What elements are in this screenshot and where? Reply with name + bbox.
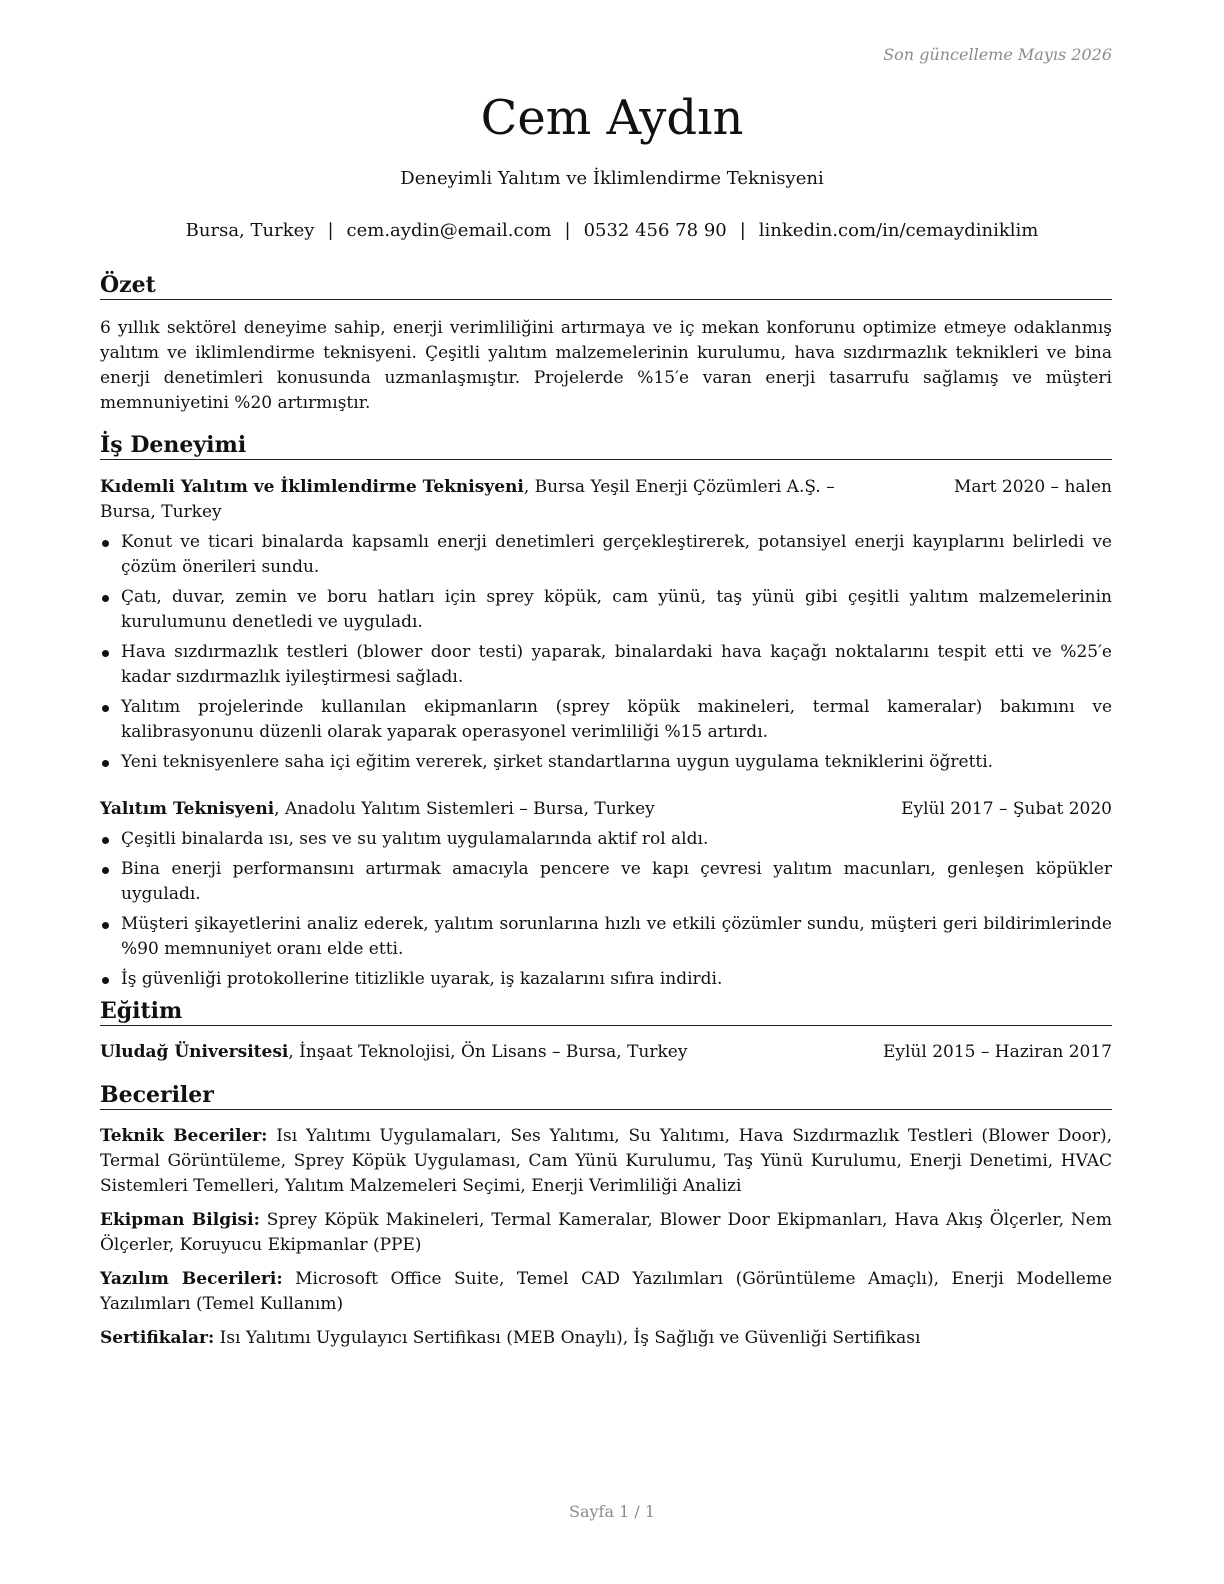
- section-heading-experience: İş Deneyimi: [100, 431, 1112, 460]
- bullet-text: İş güvenliği protokollerine titizlikle uyarak, iş kazalarını sıfıra indirdi.: [121, 969, 723, 989]
- bullet-text: Çatı, duvar, zemin ve boru hatları için sprey köpük, cam yünü, taş yünü gibi çeşitli yalıtım malzemelerinin kurulumunu denetledi ve uyguladı.: [121, 587, 1112, 632]
- contact-linkedin[interactable]: linkedin.com/in/cemaydiniklim: [758, 220, 1039, 241]
- job-bullet: [100, 695, 1112, 745]
- summary-section: [100, 271, 1112, 416]
- contact-location: Bursa, Turkey: [185, 220, 315, 241]
- education-entry: [100, 1040, 1112, 1065]
- bullet-text: Hava sızdırmazlık testleri (blower door testi) yaparak, binalardaki hava kaçağı noktalarını tespit etti ve %25′e kadar sızdırmazlık iyileştirmesi sağladı.: [121, 642, 1112, 687]
- bullet-icon: [102, 540, 109, 547]
- job-header: [100, 797, 1112, 822]
- education-school: Uludağ Üniversitesi: [100, 1042, 289, 1062]
- bullet-text: Yeni teknisyenlere saha içi eğitim vererek, şirket standartlarına uygun uygulama tekniklerini öğretti.: [121, 752, 994, 772]
- contact-separator: |: [564, 220, 571, 241]
- job-date: Eylül 2017 – Şubat 2020: [901, 799, 1112, 819]
- bullet-text: Müşteri şikayetlerini analiz ederek, yalıtım sorunlarına hızlı ve etkili çözümler sundu, müşteri geri bildirimlerinde %90 memnuniyet oranı elde etti.: [121, 914, 1112, 959]
- page-number: Sayfa 1 / 1: [568, 1502, 655, 1521]
- skill-group: [100, 1124, 1112, 1199]
- job-entry: [100, 475, 1112, 775]
- contact-separator: |: [327, 220, 334, 241]
- bullet-text: Bina enerji performansını artırmak amacıyla pencere ve kapı çevresi yalıtım macunları, genleşen köpükler uyguladı.: [121, 859, 1112, 904]
- skill-group: [100, 1208, 1112, 1258]
- last-updated-note: Son güncelleme Mayıs 2026: [883, 45, 1112, 64]
- education-details: , İnşaat Teknolojisi, Ön Lisans – Bursa, Turkey: [288, 1042, 688, 1062]
- experience-section: [100, 431, 1112, 992]
- job-role: Yalıtım Teknisyeni: [100, 799, 275, 819]
- skill-group-text: Sprey Köpük Makineleri, Termal Kameralar, Blower Door Ekipmanları, Hava Akış Ölçerler, Nem Ölçerler, Koruyucu Ekipmanlar (PPE): [100, 1210, 1112, 1255]
- job-bullets: [100, 827, 1112, 992]
- job-bullet: [100, 530, 1112, 580]
- education-section: [100, 997, 1112, 1065]
- skill-group-label: Teknik Beceriler:: [100, 1126, 268, 1146]
- bullet-icon: [102, 867, 109, 874]
- section-heading-skills: Beceriler: [100, 1081, 1112, 1110]
- job-bullet: [100, 967, 1112, 992]
- skill-group-text: Isı Yalıtımı Uygulamaları, Ses Yalıtımı, Su Yalıtımı, Hava Sızdırmazlık Testleri (Blower Door), Termal Görüntüleme, Sprey Köpük Uygulaması, Cam Yünü Kurulumu, Taş Yünü Kurulumu, Enerji Denetimi, HVAC Sistemleri Temelleri, Yalıtım Malzemeleri Seçimi, Enerji Verimliliği Analizi: [100, 1126, 1112, 1196]
- section-heading-summary: Özet: [100, 271, 1112, 300]
- bullet-icon: [102, 760, 109, 767]
- bullet-icon: [102, 595, 109, 602]
- job-bullet: [100, 857, 1112, 907]
- section-heading-education: Eğitim: [100, 997, 1112, 1026]
- job-bullet: [100, 640, 1112, 690]
- summary-text: 6 yıllık sektörel deneyime sahip, enerji verimliliğini artırmaya ve iç mekan konforunu optimize etmeye odaklanmış yalıtım ve iklimlendirme teknisyeni. Çeşitli yalıtım malzemelerinin kurulumu, hava sızdırmazlık teknikleri ve bina enerji denetimleri konusunda uzmanlaşmıştır. Projelerde %15′e varan enerji tasarrufu sağlamış ve müşteri memnuniyetini %20 artırmıştır.: [100, 318, 1112, 413]
- skill-group: [100, 1326, 1112, 1351]
- job-bullet: [100, 827, 1112, 852]
- job-bullet: [100, 912, 1112, 962]
- job-bullet: [100, 585, 1112, 635]
- job-header: [100, 475, 1112, 525]
- candidate-title: Deneyimli Yalıtım ve İklimlendirme Teknisyeni: [400, 168, 824, 189]
- bullet-icon: [102, 922, 109, 929]
- contact-email[interactable]: cem.aydin@email.com: [346, 220, 552, 241]
- skill-group-label: Ekipman Bilgisi:: [100, 1210, 260, 1230]
- bullet-text: Yalıtım projelerinde kullanılan ekipmanların (sprey köpük makineleri, termal kameralar) bakımını ve kalibrasyonunu düzenli olarak yaparak operasyonel verimliliği %15 artırdı.: [121, 697, 1112, 742]
- education-date: Eylül 2015 – Haziran 2017: [882, 1042, 1112, 1062]
- job-role: Kıdemli Yalıtım ve İklimlendirme Teknisyeni: [100, 477, 524, 497]
- bullet-icon: [102, 705, 109, 712]
- contact-line: [0, 219, 1224, 243]
- job-date: Mart 2020 – halen: [953, 477, 1112, 497]
- skill-group-label: Sertifikalar:: [100, 1328, 215, 1348]
- job-bullets: [100, 530, 1112, 775]
- skill-group-text: Microsoft Office Suite, Temel CAD Yazılımları (Görüntüleme Amaçlı), Enerji Modelleme Yazılımları (Temel Kullanım): [100, 1269, 1113, 1314]
- skill-group-text: Isı Yalıtımı Uygulayıcı Sertifikası (MEB Onaylı), İş Sağlığı ve Güvenliği Sertifikası: [214, 1328, 921, 1348]
- job-entry: [100, 797, 1112, 992]
- skill-group: [100, 1267, 1112, 1317]
- job-bullet: [100, 750, 1112, 775]
- contact-phone[interactable]: 0532 456 78 90: [583, 220, 727, 241]
- bullet-text: Çeşitli binalarda ısı, ses ve su yalıtım uygulamalarında aktif rol aldı.: [121, 829, 709, 849]
- candidate-name: Cem Aydın: [480, 90, 744, 146]
- bullet-icon: [102, 977, 109, 984]
- skills-section: [100, 1081, 1112, 1360]
- skill-group-label: Yazılım Becerileri:: [100, 1269, 283, 1289]
- bullet-icon: [102, 650, 109, 657]
- bullet-icon: [102, 837, 109, 844]
- job-company: , Bursa Yeşil Enerji Çözümleri A.Ş. – Bursa, Turkey: [100, 477, 835, 522]
- bullet-text: Konut ve ticari binalarda kapsamlı enerji denetimleri gerçekleştirerek, potansiyel enerji kayıplarını belirledi ve çözüm önerileri sundu.: [121, 532, 1112, 577]
- contact-separator: |: [739, 220, 746, 241]
- job-company: , Anadolu Yalıtım Sistemleri – Bursa, Turkey: [274, 799, 655, 819]
